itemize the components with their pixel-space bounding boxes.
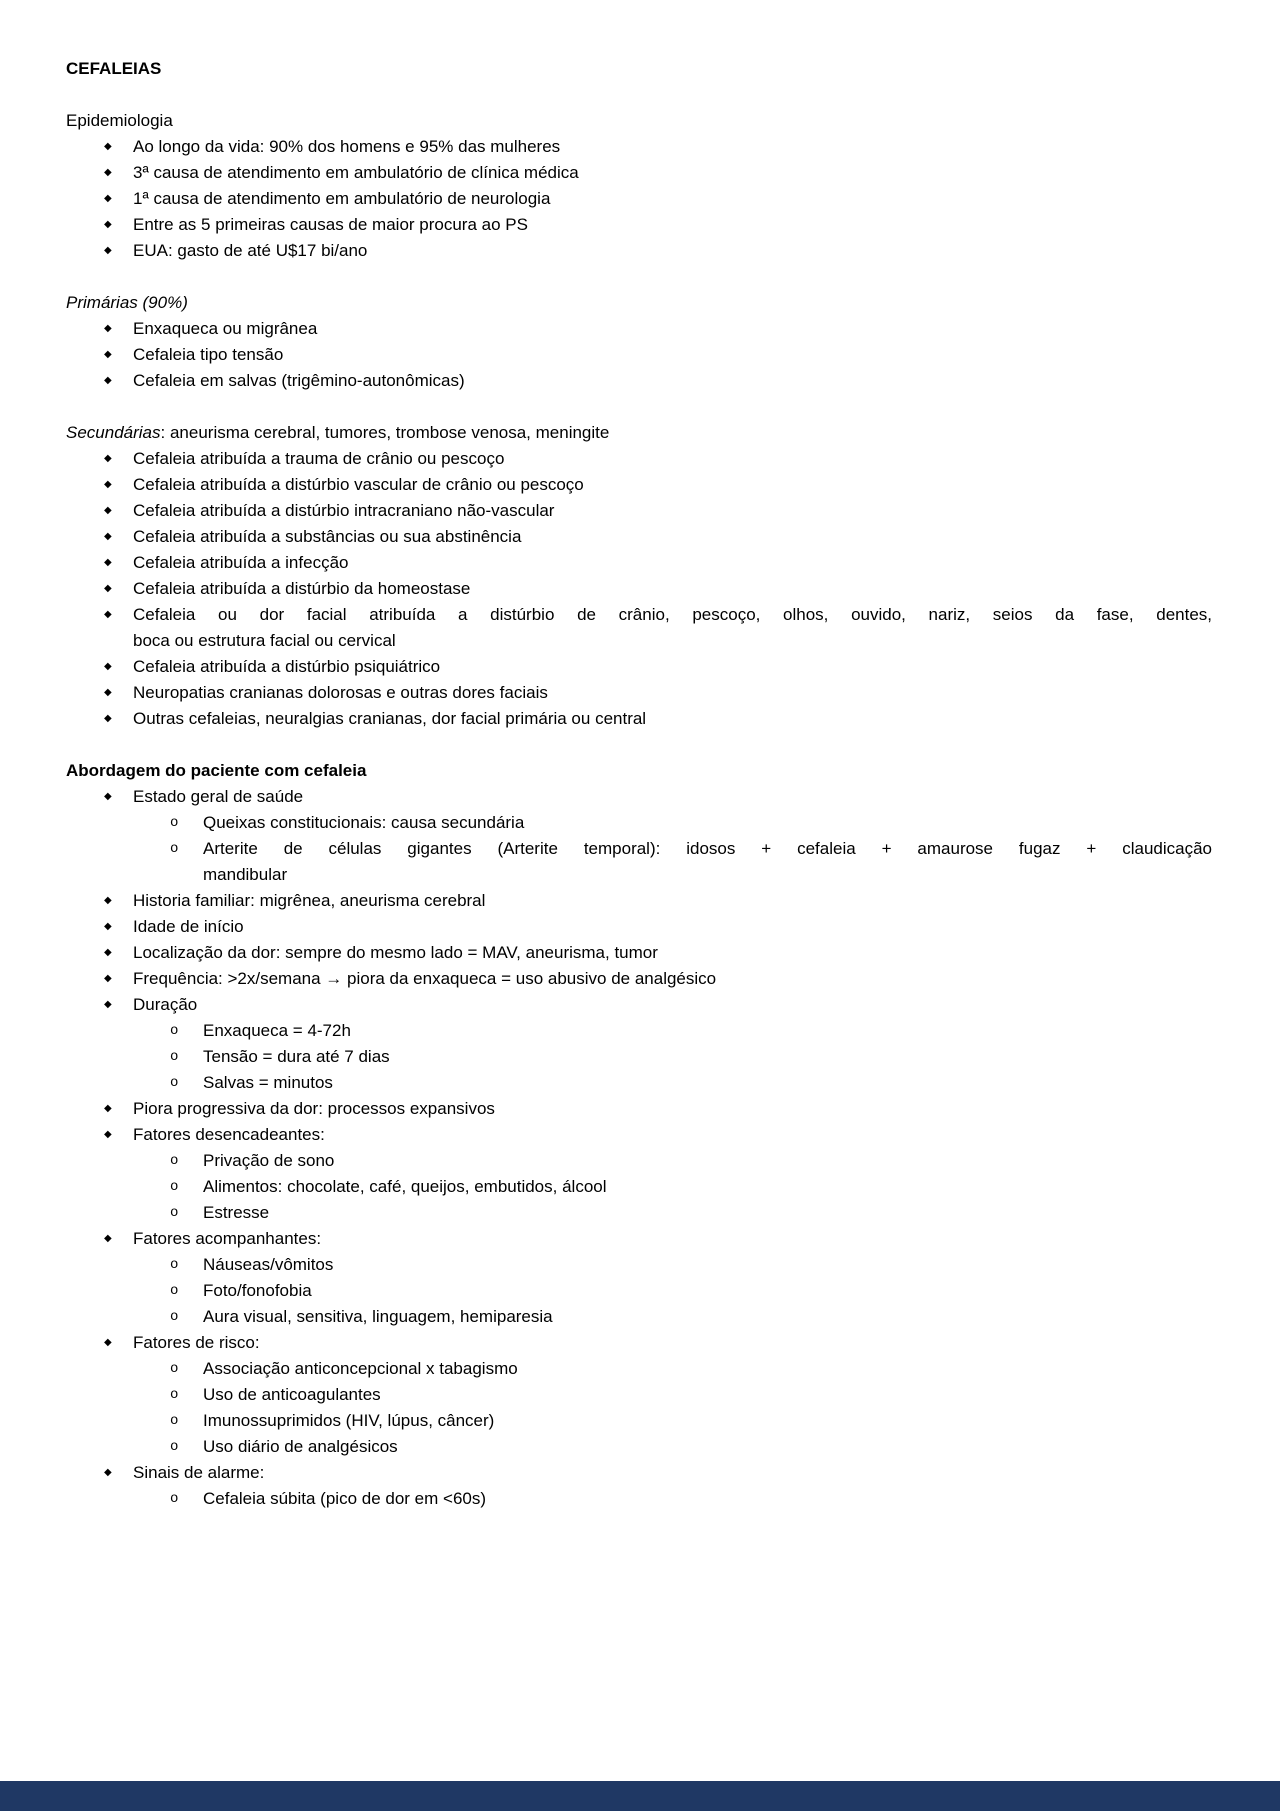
sub-bullet-item: [66, 1278, 1212, 1304]
bullet-item: [66, 550, 1212, 576]
diamond-bullet-icon: ◆: [104, 219, 112, 230]
sub-bullet-item: [66, 836, 1212, 888]
bullet-text: 3ª causa de atendimento em ambulatório de clínica médica: [133, 163, 579, 182]
bullet-item: [66, 576, 1212, 602]
bullet-text: Historia familiar: migrênea, aneurisma cerebral: [133, 891, 486, 910]
bullet-text: 1ª causa de atendimento em ambulatório de neurologia: [133, 189, 551, 208]
bullet-text: Uso diário de analgésicos: [203, 1437, 398, 1456]
bullet-text: Estresse: [203, 1203, 270, 1222]
sub-bullet-item: [66, 1148, 1212, 1174]
bullet-text: Aura visual, sensitiva, linguagem, hemiparesia: [203, 1307, 553, 1326]
bullet-text-line: Arterite de células gigantes (Arterite temporal): idosos + cefaleia + amaurose fugaz + claudicação: [203, 839, 1212, 858]
diamond-bullet-icon: ◆: [104, 609, 112, 620]
bullet-item: [66, 1122, 1212, 1148]
circle-bullet-icon: o: [170, 1257, 179, 1273]
circle-bullet-icon: o: [170, 1075, 179, 1091]
circle-bullet-icon: o: [170, 1439, 179, 1455]
circle-bullet-icon: o: [170, 1283, 179, 1299]
bullet-item: [66, 368, 1212, 394]
bullet-text: Cefaleia atribuída a distúrbio intracraniano não-vascular: [133, 501, 555, 520]
bullet-text: Neuropatias cranianas dolorosas e outras dores faciais: [133, 683, 548, 702]
diamond-bullet-icon: ◆: [104, 713, 112, 724]
bullet-text: Fatores desencadeantes:: [133, 1125, 325, 1144]
circle-bullet-icon: o: [170, 1413, 179, 1429]
sub-bullet-item: [66, 1174, 1212, 1200]
diamond-bullet-icon: ◆: [104, 245, 112, 256]
bullet-item: [66, 498, 1212, 524]
sub-bullet-item: [66, 1304, 1212, 1330]
diamond-bullet-icon: ◆: [104, 895, 112, 906]
bullet-item: [66, 160, 1212, 186]
bullet-item: [66, 342, 1212, 368]
bullet-text: Tensão = dura até 7 dias: [203, 1047, 390, 1066]
bullet-text: Frequência: >2x/semana → piora da enxaqueca = uso abusivo de analgésico: [133, 969, 717, 988]
circle-bullet-icon: o: [170, 1387, 179, 1403]
bullet-text: Salvas = minutos: [203, 1073, 333, 1092]
diamond-bullet-icon: ◆: [104, 1233, 112, 1244]
bullet-text: Enxaqueca ou migrânea: [133, 319, 318, 338]
bullet-text: Idade de início: [133, 917, 244, 936]
bullet-item: [66, 940, 1212, 966]
sub-bullet-item: [66, 1486, 1212, 1512]
sub-bullet-item: [66, 810, 1212, 836]
bullet-text: Cefaleia atribuída a trauma de crânio ou pescoço: [133, 449, 505, 468]
bullet-text: Outras cefaleias, neuralgias cranianas, dor facial primária ou central: [133, 709, 647, 728]
section-heading: Epidemiologia: [66, 111, 173, 130]
bullet-item: [66, 446, 1212, 472]
diamond-bullet-icon: ◆: [104, 557, 112, 568]
bullet-text: Entre as 5 primeiras causas de maior procura ao PS: [133, 215, 528, 234]
diamond-bullet-icon: ◆: [104, 349, 112, 360]
bullet-item: [66, 186, 1212, 212]
blank-line: [66, 82, 1212, 108]
bullet-text: Queixas constitucionais: causa secundária: [203, 813, 525, 832]
bullet-text: EUA: gasto de até U$17 bi/ano: [133, 241, 368, 260]
sub-bullet-item: [66, 1356, 1212, 1382]
circle-bullet-icon: o: [170, 815, 179, 831]
bullet-item: [66, 134, 1212, 160]
bullet-text: Cefaleia atribuída a distúrbio vascular de crânio ou pescoço: [133, 475, 584, 494]
bullet-item: [66, 992, 1212, 1018]
circle-bullet-icon: o: [170, 1205, 179, 1221]
bullet-text-line: boca ou estrutura facial ou cervical: [133, 631, 396, 650]
bullet-text: Cefaleia em salvas (trigêmino-autonômicas): [133, 371, 465, 390]
diamond-bullet-icon: ◆: [104, 323, 112, 334]
diamond-bullet-icon: ◆: [104, 505, 112, 516]
diamond-bullet-icon: ◆: [104, 791, 112, 802]
bullet-text-line: Cefaleia ou dor facial atribuída a distúrbio de crânio, pescoço, olhos, ouvido, nariz, seios da fase, dentes,: [133, 605, 1212, 624]
bullet-item: [66, 680, 1212, 706]
bullet-item: [66, 966, 1212, 992]
diamond-bullet-icon: ◆: [104, 1467, 112, 1478]
bullet-item: [66, 472, 1212, 498]
bullet-item: [66, 238, 1212, 264]
diamond-bullet-icon: ◆: [104, 141, 112, 152]
circle-bullet-icon: o: [170, 1309, 179, 1325]
bullet-item: [66, 1096, 1212, 1122]
bullet-text: Imunossuprimidos (HIV, lúpus, câncer): [203, 1411, 495, 1430]
section-heading: [66, 420, 1212, 446]
bullet-item: [66, 784, 1212, 810]
circle-bullet-icon: o: [170, 1023, 179, 1039]
bullet-item: [66, 1226, 1212, 1252]
diamond-bullet-icon: ◆: [104, 583, 112, 594]
section-heading-rest: : aneurisma cerebral, tumores, trombose venosa, meningite: [160, 423, 610, 442]
bullet-text: Duração: [133, 995, 198, 1014]
bullet-text: Cefaleia atribuída a infecção: [133, 553, 349, 572]
bullet-item: [66, 1460, 1212, 1486]
section-heading: Primárias (90%): [66, 293, 188, 312]
bullet-item: [66, 914, 1212, 940]
bullet-text: Alimentos: chocolate, café, queijos, embutidos, álcool: [203, 1177, 607, 1196]
bullet-item: [66, 706, 1212, 732]
diamond-bullet-icon: ◆: [104, 1337, 112, 1348]
circle-bullet-icon: o: [170, 1179, 179, 1195]
section-heading-lead: Secundárias: [66, 423, 161, 442]
bullet-item: [66, 888, 1212, 914]
bullet-text: Cefaleia atribuída a substâncias ou sua abstinência: [133, 527, 522, 546]
diamond-bullet-icon: ◆: [104, 973, 112, 984]
diamond-bullet-icon: ◆: [104, 167, 112, 178]
sub-bullet-item: [66, 1252, 1212, 1278]
section-heading: Abordagem do paciente com cefaleia: [66, 761, 367, 780]
bullet-text: Cefaleia atribuída a distúrbio da homeostase: [133, 579, 471, 598]
diamond-bullet-icon: ◆: [104, 687, 112, 698]
bullet-text: Cefaleia atribuída a distúrbio psiquiátrico: [133, 657, 441, 676]
circle-bullet-icon: o: [170, 841, 179, 857]
circle-bullet-icon: o: [170, 1153, 179, 1169]
bullet-text: Privação de sono: [203, 1151, 335, 1170]
blank-line: [66, 394, 1212, 420]
bullet-item: [66, 602, 1212, 654]
page-footer-bar: [0, 1781, 1280, 1811]
sub-bullet-item: [66, 1200, 1212, 1226]
diamond-bullet-icon: ◆: [104, 453, 112, 464]
bullet-text: Fatores de risco:: [133, 1333, 260, 1352]
bullet-text: Uso de anticoagulantes: [203, 1385, 381, 1404]
circle-bullet-icon: o: [170, 1049, 179, 1065]
diamond-bullet-icon: ◆: [104, 999, 112, 1010]
sub-bullet-item: [66, 1408, 1212, 1434]
diamond-bullet-icon: ◆: [104, 193, 112, 204]
bullet-text: Localização da dor: sempre do mesmo lado = MAV, aneurisma, tumor: [133, 943, 658, 962]
bullet-text: Náuseas/vômitos: [203, 1255, 334, 1274]
sub-bullet-item: [66, 1044, 1212, 1070]
diamond-bullet-icon: ◆: [104, 375, 112, 386]
blank-line: [66, 732, 1212, 758]
diamond-bullet-icon: ◆: [104, 479, 112, 490]
sub-bullet-item: [66, 1070, 1212, 1096]
diamond-bullet-icon: ◆: [104, 531, 112, 542]
bullet-item: [66, 524, 1212, 550]
bullet-item: [66, 1330, 1212, 1356]
bullet-text: Fatores acompanhantes:: [133, 1229, 322, 1248]
bullet-text: Piora progressiva da dor: processos expansivos: [133, 1099, 495, 1118]
circle-bullet-icon: o: [170, 1491, 179, 1507]
sub-bullet-item: [66, 1382, 1212, 1408]
sub-bullet-item: [66, 1018, 1212, 1044]
diamond-bullet-icon: ◆: [104, 921, 112, 932]
diamond-bullet-icon: ◆: [104, 661, 112, 672]
doc-title: CEFALEIAS: [66, 59, 162, 78]
bullet-item: [66, 212, 1212, 238]
bullet-text: Ao longo da vida: 90% dos homens e 95% das mulheres: [133, 137, 561, 156]
diamond-bullet-icon: ◆: [104, 1103, 112, 1114]
bullet-text: Enxaqueca = 4-72h: [203, 1021, 351, 1040]
bullet-text-line: mandibular: [203, 865, 288, 884]
bullet-text: Cefaleia súbita (pico de dor em <60s): [203, 1489, 487, 1508]
blank-line: [66, 264, 1212, 290]
circle-bullet-icon: o: [170, 1361, 179, 1377]
bullet-text: Associação anticoncepcional x tabagismo: [203, 1359, 518, 1378]
bullet-item: [66, 316, 1212, 342]
bullet-item: [66, 654, 1212, 680]
diamond-bullet-icon: ◆: [104, 947, 112, 958]
bullet-text: Cefaleia tipo tensão: [133, 345, 284, 364]
diamond-bullet-icon: ◆: [104, 1129, 112, 1140]
bullet-text: Estado geral de saúde: [133, 787, 304, 806]
bullet-text: Foto/fonofobia: [203, 1281, 312, 1300]
sub-bullet-item: [66, 1434, 1212, 1460]
bullet-text: Sinais de alarme:: [133, 1463, 265, 1482]
